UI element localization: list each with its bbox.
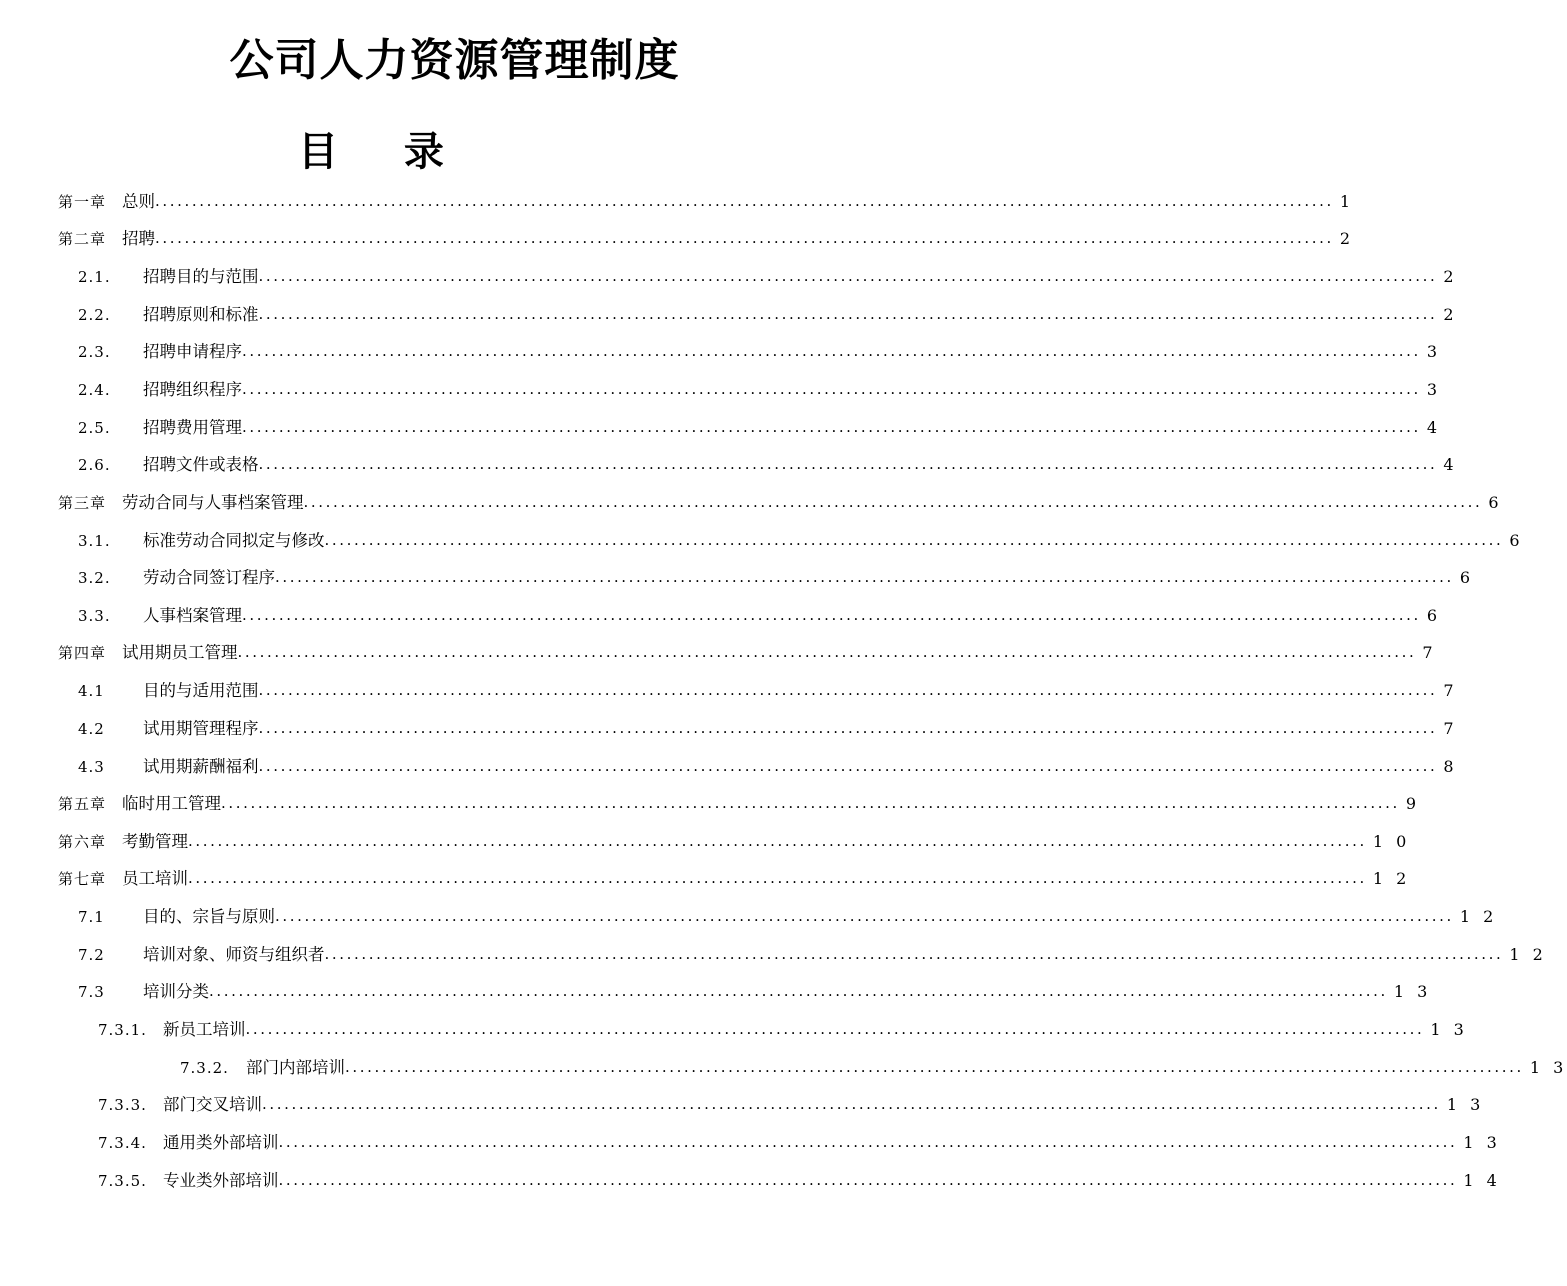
toc-page-number: 1 4 <box>1463 1171 1501 1190</box>
toc-entry[interactable] <box>98 1131 1501 1155</box>
toc-entry-title: 劳动合同与人事档案管理 <box>122 493 304 512</box>
toc-entry-title: 部门内部培训 <box>246 1058 345 1077</box>
toc-entry-title: 人事档案管理 <box>143 606 242 625</box>
toc-entry-title: 临时用工管理 <box>122 794 221 813</box>
toc-page-number: 4 <box>1443 455 1458 474</box>
toc-entry-number: 7.3.1. <box>98 1021 147 1039</box>
toc-entry[interactable] <box>58 491 1503 515</box>
toc-page-number: 1 3 <box>1529 1058 1567 1077</box>
toc-entry-number: 4.3 <box>78 758 105 776</box>
toc-entry-number: 4.2 <box>78 720 105 738</box>
toc-entry[interactable] <box>98 1169 1501 1193</box>
toc-entry-number: 7.3.5. <box>98 1172 147 1190</box>
toc-entry[interactable] <box>78 755 1458 779</box>
toc-leader-dots: ................................................................................................................................................................ <box>242 380 1421 398</box>
toc-entry-label <box>78 679 259 703</box>
toc-entry-label <box>78 755 259 779</box>
toc-page-number: 1 0 <box>1372 832 1411 851</box>
toc-entry-label <box>180 1056 345 1080</box>
toc-entry[interactable] <box>58 641 1437 665</box>
toc-entry-number: 2.2. <box>78 306 111 324</box>
toc-page-number: 2 <box>1339 229 1355 248</box>
toc-page-number: 1 3 <box>1393 982 1432 1001</box>
toc-entry-number: 7.3.3. <box>98 1096 147 1114</box>
document-title: 公司人力资源管理制度 <box>229 35 680 86</box>
toc-entry-label <box>78 566 275 590</box>
toc-entry-label <box>78 529 325 553</box>
toc-entry-number: 2.5. <box>78 419 111 437</box>
toc-page-number: 8 <box>1443 757 1458 776</box>
toc-entry-title: 目的、宗旨与原则 <box>143 907 275 926</box>
toc-entry-title: 试用期员工管理 <box>122 643 238 662</box>
toc-leader-dots: ................................................................................................................................................................ <box>262 1095 1441 1113</box>
toc-entry-label <box>78 905 275 929</box>
toc-page-number: 4 <box>1426 418 1442 437</box>
toc-leader-dots: ................................................................................................................................................................ <box>245 1020 1425 1038</box>
toc-entry[interactable] <box>180 1056 1567 1080</box>
toc-entry-number: 7.3.4. <box>98 1134 147 1152</box>
toc-entry-title: 新员工培训 <box>163 1020 246 1039</box>
toc-entry-title: 招聘目的与范围 <box>143 267 259 286</box>
toc-entry[interactable] <box>78 265 1458 289</box>
toc-entry-label <box>58 792 221 816</box>
toc-entry-title: 考勤管理 <box>122 832 188 851</box>
toc-entry-label <box>58 227 155 251</box>
toc-page-number: 7 <box>1443 681 1458 700</box>
toc-leader-dots: ................................................................................................................................................................ <box>324 945 1504 963</box>
toc-entry-number: 3.3. <box>78 607 111 625</box>
toc-page-number: 1 2 <box>1372 869 1411 888</box>
toc-entry-number: 第二章 <box>58 230 107 248</box>
toc-page-number: 3 <box>1426 342 1442 361</box>
toc-entry[interactable] <box>78 679 1458 703</box>
toc-leader-dots: ................................................................................................................................................................ <box>188 869 1367 887</box>
toc-page-number: 2 <box>1443 267 1458 286</box>
toc-leader-dots: ................................................................................................................................................................ <box>155 192 1334 210</box>
toc-leader-dots: ................................................................................................................................................................ <box>237 643 1417 661</box>
toc-entry-title: 招聘原则和标准 <box>143 305 259 324</box>
toc-entry-number: 第五章 <box>58 795 107 813</box>
toc-entry-number: 2.1. <box>78 268 111 286</box>
toc-entry[interactable] <box>78 604 1442 628</box>
toc-page-number: 6 <box>1426 606 1442 625</box>
toc-entry-label <box>78 265 259 289</box>
toc-entry[interactable] <box>98 1093 1485 1117</box>
toc-page-number: 9 <box>1405 794 1421 813</box>
toc-leader-dots: ................................................................................................................................................................ <box>258 455 1438 473</box>
toc-leader-dots: ................................................................................................................................................................ <box>275 568 1454 586</box>
toc-leader-dots: ................................................................................................................................................................ <box>258 757 1438 775</box>
toc-entry-number: 4.1 <box>78 682 105 700</box>
toc-entry-label <box>98 1093 262 1117</box>
toc-entry[interactable] <box>58 792 1421 816</box>
toc-leader-dots: ................................................................................................................................................................ <box>303 493 1483 511</box>
toc-entry-label <box>58 190 155 214</box>
toc-page-number: 3 <box>1426 380 1442 399</box>
toc-entry-title: 招聘 <box>122 229 155 248</box>
toc-entry-label <box>58 641 238 665</box>
toc-leader-dots: ................................................................................................................................................................ <box>345 1058 1524 1076</box>
toc-entry[interactable] <box>58 830 1411 854</box>
toc-entry-title: 总则 <box>122 192 155 211</box>
toc-entry-label <box>78 453 259 477</box>
toc-entry-number: 7.3.2. <box>180 1059 229 1077</box>
toc-entry[interactable] <box>78 416 1442 440</box>
toc-page-number: 2 <box>1443 305 1458 324</box>
toc-leader-dots: ................................................................................................................................................................ <box>324 531 1504 549</box>
toc-entry-label <box>98 1018 246 1042</box>
toc-page-number: 6 <box>1509 531 1524 550</box>
toc-entry[interactable] <box>58 227 1355 251</box>
toc-entry-title: 试用期管理程序 <box>143 719 259 738</box>
toc-entry-title: 员工培训 <box>122 869 188 888</box>
toc-heading: 目 录 <box>298 128 470 175</box>
toc-entry[interactable] <box>78 529 1524 553</box>
toc-page-number: 7 <box>1422 643 1437 662</box>
toc-entry[interactable] <box>78 717 1458 741</box>
toc-entry-number: 第六章 <box>58 833 107 851</box>
toc-page-number: 1 3 <box>1430 1020 1468 1039</box>
toc-leader-dots: ................................................................................................................................................................ <box>155 229 1334 247</box>
toc-entry-label <box>78 378 242 402</box>
toc-page-number: 1 3 <box>1446 1095 1485 1114</box>
toc-entry-label <box>58 491 304 515</box>
toc-entry[interactable] <box>78 905 1498 929</box>
toc-leader-dots: ................................................................................................................................................................ <box>275 907 1454 925</box>
toc-entry-number: 2.3. <box>78 343 111 361</box>
toc-entry-number: 7.3 <box>78 983 105 1001</box>
toc-leader-dots: ................................................................................................................................................................ <box>209 982 1388 1000</box>
toc-page-number: 1 <box>1339 192 1355 211</box>
toc-entry[interactable] <box>78 303 1458 327</box>
toc-entry-title: 通用类外部培训 <box>163 1133 279 1152</box>
toc-entry-number: 3.2. <box>78 569 111 587</box>
toc-entry-title: 招聘申请程序 <box>143 342 242 361</box>
toc-entry-label <box>98 1169 279 1193</box>
toc-entry-number: 第七章 <box>58 870 107 888</box>
toc-entry[interactable] <box>78 340 1442 364</box>
toc-entry-title: 培训分类 <box>143 982 209 1001</box>
toc-entry[interactable] <box>98 1018 1468 1042</box>
toc-entry-title: 标准劳动合同拟定与修改 <box>143 531 325 550</box>
toc-entry-label <box>78 416 242 440</box>
toc-entry-title: 招聘文件或表格 <box>143 455 259 474</box>
toc-entry-label <box>78 943 325 967</box>
toc-entry-label <box>78 303 259 327</box>
toc-entry-title: 目的与适用范围 <box>143 681 259 700</box>
toc-entry[interactable] <box>58 190 1355 214</box>
toc-entry-number: 3.1. <box>78 532 111 550</box>
toc-leader-dots: ................................................................................................................................................................ <box>242 342 1421 360</box>
toc-entry[interactable] <box>78 566 1475 590</box>
toc-entry-label <box>58 830 188 854</box>
toc-leader-dots: ................................................................................................................................................................ <box>258 267 1438 285</box>
toc-entry-title: 部门交叉培训 <box>163 1095 262 1114</box>
toc-entry-label <box>78 717 259 741</box>
toc-page-number: 7 <box>1443 719 1458 738</box>
toc-entry[interactable] <box>78 943 1547 967</box>
toc-page-number: 6 <box>1488 493 1503 512</box>
toc-page-number: 6 <box>1459 568 1475 587</box>
toc-entry-label <box>78 980 209 1004</box>
toc-entry-title: 招聘费用管理 <box>143 418 242 437</box>
toc-entry-title: 专业类外部培训 <box>163 1171 279 1190</box>
toc-entry-label <box>98 1131 279 1155</box>
toc-leader-dots: ................................................................................................................................................................ <box>258 681 1438 699</box>
toc-entry-title: 培训对象、师资与组织者 <box>143 945 325 964</box>
toc-entry-number: 第四章 <box>58 644 107 662</box>
toc-entry-number: 7.1 <box>78 908 105 926</box>
toc-entry[interactable] <box>78 980 1432 1004</box>
toc-entry-number: 7.2 <box>78 946 105 964</box>
toc-leader-dots: ................................................................................................................................................................ <box>242 606 1421 624</box>
toc-leader-dots: ................................................................................................................................................................ <box>258 305 1438 323</box>
toc-entry[interactable] <box>58 867 1411 891</box>
toc-entry-number: 2.4. <box>78 381 111 399</box>
toc-entry-title: 试用期薪酬福利 <box>143 757 259 776</box>
toc-leader-dots: ................................................................................................................................................................ <box>278 1171 1458 1189</box>
toc-page-number: 1 2 <box>1459 907 1498 926</box>
toc-entry[interactable] <box>78 378 1442 402</box>
toc-page-number: 1 2 <box>1509 945 1547 964</box>
toc-entry-number: 第一章 <box>58 193 107 211</box>
toc-leader-dots: ................................................................................................................................................................ <box>278 1133 1458 1151</box>
toc-entry-label <box>58 867 188 891</box>
toc-entry-number: 2.6. <box>78 456 111 474</box>
toc-page-number: 1 3 <box>1463 1133 1501 1152</box>
toc-entry-title: 劳动合同签订程序 <box>143 568 275 587</box>
toc-leader-dots: ................................................................................................................................................................ <box>221 794 1400 812</box>
toc-entry-label <box>78 340 242 364</box>
toc-leader-dots: ................................................................................................................................................................ <box>242 418 1421 436</box>
toc-entry-number: 第三章 <box>58 494 107 512</box>
toc-entry-title: 招聘组织程序 <box>143 380 242 399</box>
toc-entry[interactable] <box>78 453 1458 477</box>
toc-entry-label <box>78 604 242 628</box>
toc-leader-dots: ................................................................................................................................................................ <box>258 719 1438 737</box>
toc-leader-dots: ................................................................................................................................................................ <box>188 832 1367 850</box>
